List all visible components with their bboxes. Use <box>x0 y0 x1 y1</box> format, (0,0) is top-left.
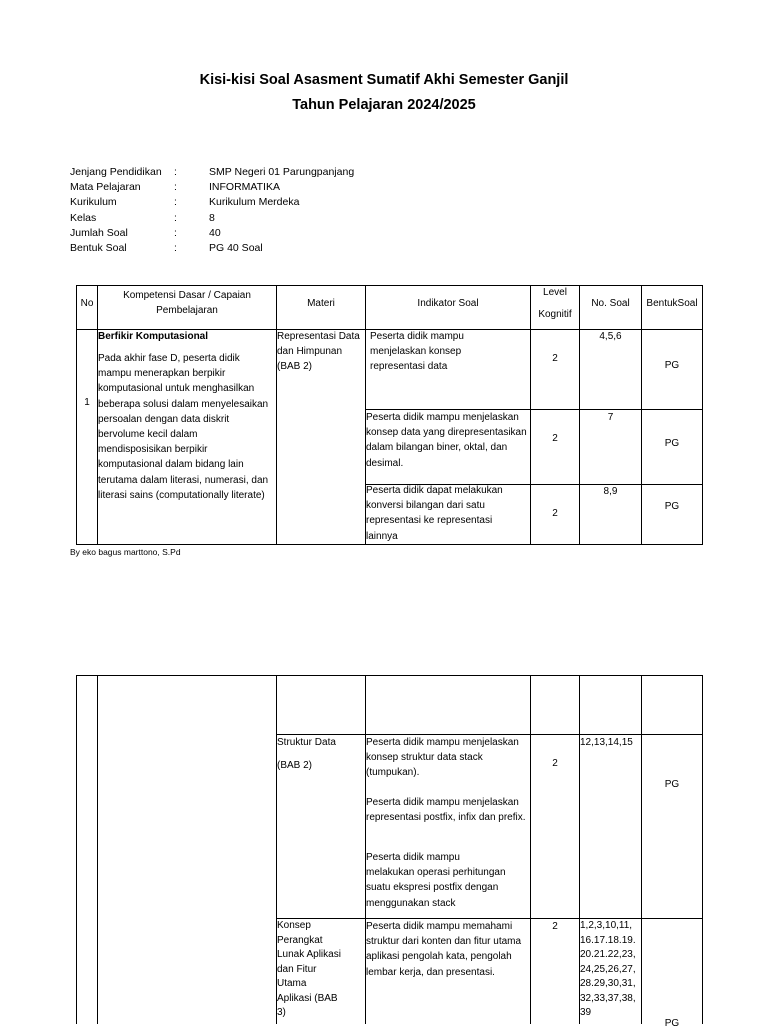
kd-title: Berfikir Komputasional <box>98 331 209 342</box>
bentuk-soal-cell: PG <box>664 501 680 512</box>
info-value: Kurikulum Merdeka <box>209 196 300 209</box>
table-border <box>76 285 703 286</box>
materi-cell: Konsep Perangkat Lunak Aplikasi dan Fitur Utama Aplikasi (BAB 3) <box>277 920 341 1018</box>
header-kognitif: Kognitif <box>538 309 572 320</box>
indikator-cell: Peserta didik mampu menjelaskan konsep representasi data <box>370 331 464 373</box>
no-soal-cell: 1,2,3,10,11, 16.17.18.19. 20.21.22,23, 24,25,26,27, 28.29,30,31, 32,33,37,38, 39 <box>580 920 636 1018</box>
info-value: INFORMATIKA <box>209 181 280 194</box>
info-label: Kelas <box>70 211 97 224</box>
no-soal-cell: 4,5,6 <box>599 331 622 342</box>
table-border <box>97 675 98 1024</box>
table-border <box>641 675 642 1024</box>
document-title: Kisi-kisi Soal Asasment Sumatif Akhi Semester Ganjil <box>199 72 569 88</box>
table-border <box>530 675 531 1024</box>
header-no: No <box>80 298 94 309</box>
info-separator: : <box>174 181 177 194</box>
info-separator: : <box>174 196 177 209</box>
table-border <box>76 544 703 545</box>
info-label: Jumlah Soal <box>70 226 128 239</box>
info-value: 8 <box>209 211 215 224</box>
header-kompetensi: Kompetensi Dasar / Capaian Pembelajaran <box>123 290 251 317</box>
indikator-cell: Peserta didik mampu melakukan operasi perhitungan suatu ekspresi postfix dengan menggunakan stack <box>366 852 506 909</box>
header-no-soal: No. Soal <box>591 298 630 309</box>
info-separator: : <box>174 166 177 178</box>
materi-cell: Representasi Data dan Himpunan (BAB 2) <box>277 331 360 373</box>
table-border <box>76 285 77 545</box>
info-value: 40 <box>209 226 221 239</box>
materi-cell: Struktur Data <box>277 737 336 748</box>
materi-cell-chapter: (BAB 2) <box>277 760 313 771</box>
no-soal-cell: 7 <box>607 412 614 423</box>
header-bentuk-soal: BentukSoal <box>646 298 698 309</box>
indikator-cell: Peserta didik dapat melakukan konversi bilangan dari satu representasi ke representasi lainnya <box>366 485 503 542</box>
info-separator: : <box>174 241 177 254</box>
table-border <box>702 285 703 545</box>
table-border <box>276 285 277 545</box>
indikator-cell: Peserta didik mampu memahami struktur dari konten dan fitur utama aplikasi pengolah kata, pengolah lembar kerja, dan presentasi. <box>366 921 522 978</box>
kd-description: Pada akhir fase D, peserta didik mampu menerapkan berpikir komputasional untuk menghasilkan beberapa solusi dalam menyelesaikan persoalan dengan data diskrit bervolume kecil dalam mendisposisikan berpikir komputasional dalam bidang lain terutama dalam literasi, numerasi, dan literasi sains (computationally literate) <box>98 353 269 501</box>
info-label: Mata Pelajaran <box>70 181 141 194</box>
level-cell: 2 <box>552 353 558 364</box>
indikator-cell: Peserta didik mampu menjelaskan konsep data yang direpresentasikan dalam bilangan biner, oktal, dan desimal. <box>366 412 527 469</box>
info-value: PG 40 Soal <box>209 241 263 254</box>
no-soal-cell: 8,9 <box>603 486 618 497</box>
level-cell: 2 <box>552 758 558 769</box>
indikator-cell: Peserta didik mampu menjelaskan representasi postfix, infix dan prefix. <box>366 797 526 824</box>
table-border <box>76 675 77 1024</box>
info-separator: : <box>174 226 177 239</box>
level-cell: 2 <box>552 508 558 519</box>
bentuk-soal-cell: PG <box>664 438 680 449</box>
indikator-cell: Peserta didik mampu menjelaskan konsep struktur data stack (tumpukan). <box>366 737 519 779</box>
author-credit: By eko bagus marttono, S.Pd <box>70 547 181 557</box>
level-cell: 2 <box>552 921 558 932</box>
info-value: SMP Negeri 01 Parungpanjang <box>209 166 355 178</box>
table-border <box>76 675 703 676</box>
bentuk-soal-cell: PG <box>664 1018 680 1029</box>
no-soal-cell: 12,13,14,15 <box>580 737 633 748</box>
header-level: Level <box>543 287 567 298</box>
level-cell: 2 <box>552 433 558 444</box>
info-label: Kurikulum <box>70 196 117 209</box>
header-materi: Materi <box>307 298 335 309</box>
header-indikator: Indikator Soal <box>417 298 479 309</box>
info-separator: : <box>174 211 177 224</box>
bentuk-soal-cell: PG <box>664 360 680 371</box>
table-border <box>702 675 703 1024</box>
info-label: Jenjang Pendidikan <box>70 166 162 178</box>
info-label: Bentuk Soal <box>70 241 127 254</box>
bentuk-soal-cell: PG <box>664 779 680 790</box>
row-number: 1 <box>84 397 90 408</box>
document-subtitle: Tahun Pelajaran 2024/2025 <box>292 97 476 113</box>
